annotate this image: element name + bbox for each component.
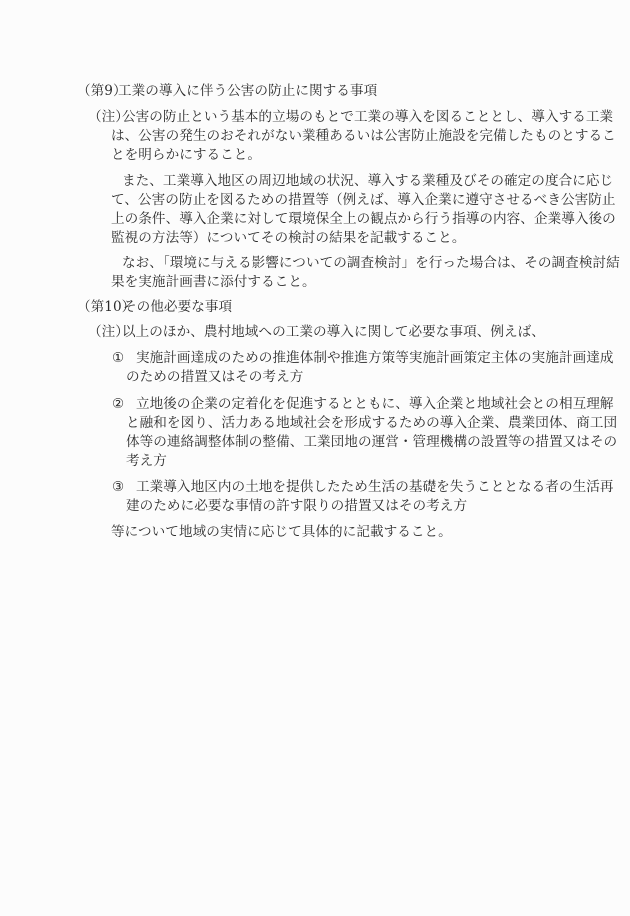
- section-9-label: （第9）: [77, 83, 127, 99]
- item-2-number: ②: [112, 396, 125, 412]
- item-1-line-2: のための措置又はその考え方: [126, 369, 304, 385]
- section-9-paragraph-2-line-3: 上の条件、導入企業に対して環境保全上の観点から行う指導の内容、企業導入後の: [111, 211, 616, 227]
- section-10-title: その他必要な事項: [123, 299, 233, 315]
- section-9-paragraph-2-line-2: て、公害の防止を図るための措置等（例えば、導入企業に遵守させるべき公害防止: [111, 192, 616, 208]
- section-10-label: （第10）: [77, 299, 136, 315]
- item-3-line-1: 工業導入地区内の土地を提供したため生活の基礎を失うこととなる者の生活再: [136, 479, 614, 495]
- closing-sentence: 等について地域の実情に応じて具体的に記載すること。: [111, 524, 452, 540]
- item-2-line-1: 立地後の企業の定着化を促進するとともに、導入企業と地域社会との相互理解: [136, 396, 614, 412]
- section-9-paragraph-2-line-4: 監視の方法等）についてその検討の結果を記載すること。: [111, 230, 466, 246]
- section-10-note-line: 以上のほか、農村地域への工業の導入に関して必要な事項、例えば、: [122, 324, 545, 340]
- section-9-title: 工業の導入に伴う公害の防止に関する事項: [118, 83, 378, 99]
- section-10-note-label: （注）: [88, 324, 129, 340]
- item-3-line-2: 建のために必要な事情の許す限りの措置又はその考え方: [126, 498, 468, 514]
- section-9-note-label: （注）: [88, 109, 129, 125]
- item-1-number: ①: [112, 350, 125, 366]
- item-2-line-3: 体等の連絡調整体制の整備、工業団地の運営・管理機構の設置等の措置又はその: [126, 434, 618, 450]
- section-9-note-line-2: は、公害の発生のおそれがない業種あるいは公害防止施設を完備したものとするこ: [111, 128, 616, 144]
- section-9-paragraph-3-line-2: 果を実施計画書に添付すること。: [111, 274, 316, 290]
- section-9-note-line-3: とを明らかにすること。: [111, 147, 262, 163]
- item-1-line-1: 実施計画達成のための推進体制や推進方策等実施計画策定主体の実施計画達成: [136, 350, 614, 366]
- section-9-note-line-1: 公害の防止という基本的立場のもとで工業の導入を図ることとし、導入する工業: [122, 109, 614, 125]
- item-2-line-4: 考え方: [126, 453, 167, 469]
- section-9-paragraph-2-line-1: また、工業導入地区の周辺地域の状況、導入する業種及びその確定の度合に応じ: [122, 173, 614, 189]
- item-2-line-2: と融和を図り、活力ある地域社会を形成するための導入企業、農業団体、商工団: [126, 415, 618, 431]
- item-3-number: ③: [112, 479, 125, 495]
- section-9-paragraph-3-line-1: なお、「環境に与える影響についての調査検討」を行った場合は、その調査検討結: [122, 255, 620, 271]
